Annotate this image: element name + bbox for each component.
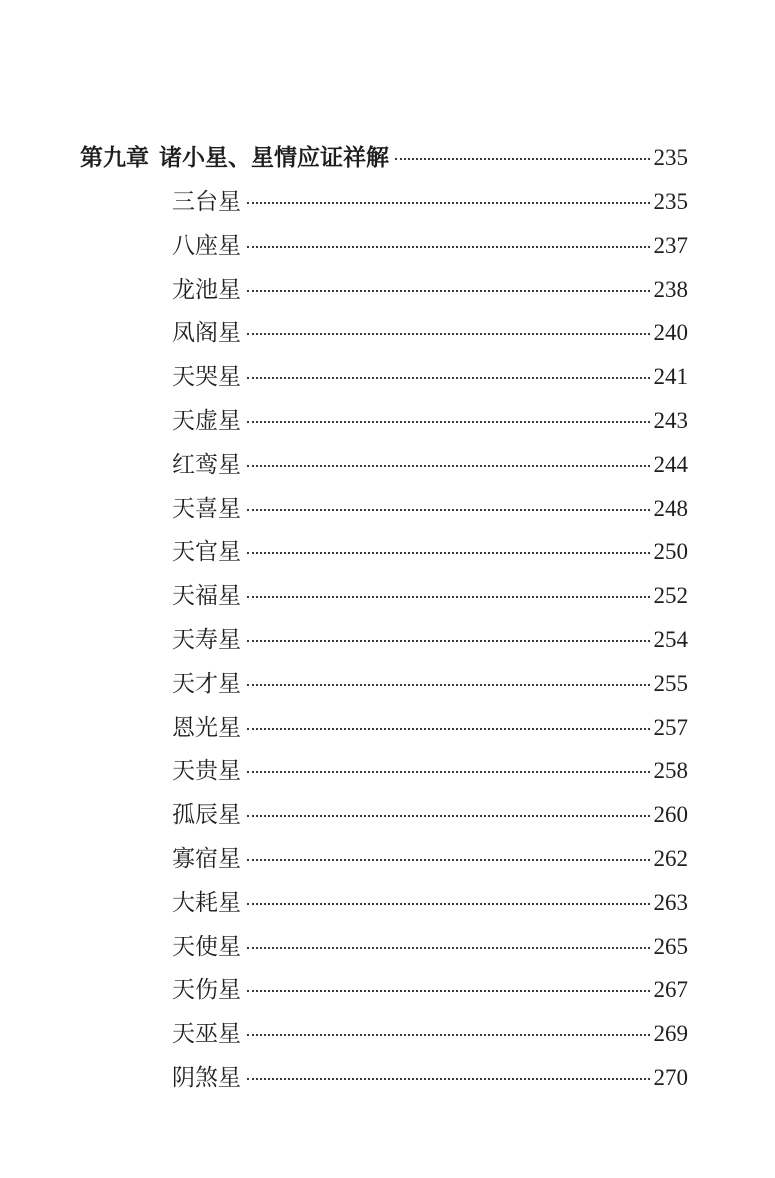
dot-leader <box>247 771 650 773</box>
dot-leader <box>247 202 650 204</box>
dot-leader <box>247 990 650 992</box>
dot-leader <box>247 596 650 598</box>
toc-entry-row[interactable] <box>172 399 688 443</box>
entry-title: 大耗星 <box>172 889 241 916</box>
entry-title: 天才星 <box>172 670 241 697</box>
dot-leader <box>247 947 650 949</box>
dot-leader <box>247 246 650 248</box>
entry-title: 天哭星 <box>172 364 241 391</box>
entry-page-number: 244 <box>653 451 688 477</box>
toc-entry-row[interactable] <box>172 224 688 268</box>
entry-title: 孤辰星 <box>172 802 241 829</box>
toc-entry-row[interactable] <box>172 881 688 925</box>
entry-title: 天官星 <box>172 539 241 566</box>
entry-page-number: 254 <box>653 627 688 652</box>
entry-page-number: 237 <box>653 232 688 258</box>
entry-page-number: 269 <box>653 1021 688 1047</box>
entry-page-number: 248 <box>653 495 688 521</box>
toc-entry-row[interactable] <box>172 793 688 837</box>
dot-leader <box>247 1034 650 1036</box>
dot-leader <box>247 333 650 335</box>
entry-title: 三台星 <box>172 189 241 215</box>
dot-leader <box>247 290 650 292</box>
toc-entry-row[interactable] <box>172 837 688 881</box>
entry-title: 天巫星 <box>172 1021 241 1048</box>
toc-entry-row[interactable] <box>172 1056 688 1100</box>
entry-title: 天虚星 <box>172 408 241 434</box>
dot-leader <box>247 903 650 905</box>
dot-leader <box>247 640 650 642</box>
dot-leader <box>247 465 650 467</box>
entry-page-number: 263 <box>653 889 688 915</box>
toc-entry-row[interactable] <box>172 268 688 312</box>
dot-leader <box>247 684 650 686</box>
entry-page-number: 260 <box>653 802 688 828</box>
dot-leader <box>247 859 650 861</box>
entry-title: 寡宿星 <box>172 846 241 872</box>
entry-title: 天福星 <box>172 583 241 610</box>
dot-leader <box>247 728 650 730</box>
entry-page-number: 252 <box>653 583 688 609</box>
entry-page-number: 265 <box>653 933 688 959</box>
toc-entry-row[interactable] <box>172 749 688 793</box>
entry-page-number: 240 <box>653 320 688 346</box>
toc-entry-row[interactable] <box>172 530 688 574</box>
entry-title: 恩光星 <box>172 714 241 741</box>
entry-page-number: 255 <box>653 670 688 696</box>
entry-page-number: 262 <box>653 846 688 871</box>
toc-entry-row[interactable] <box>172 443 688 487</box>
toc-entry-row[interactable] <box>172 662 688 706</box>
entry-page-number: 270 <box>653 1065 688 1090</box>
entry-title: 天喜星 <box>172 495 241 522</box>
entry-page-number: 243 <box>653 408 688 433</box>
entry-title: 八座星 <box>172 232 241 259</box>
entry-page-number: 267 <box>653 977 688 1003</box>
chapter-label: 第九章 <box>80 145 149 171</box>
toc-entry-row[interactable] <box>172 1012 688 1056</box>
toc-entry-row[interactable] <box>172 618 688 662</box>
entry-title: 龙池星 <box>172 276 241 303</box>
entry-title: 阴煞星 <box>172 1065 241 1091</box>
toc-entry-row[interactable] <box>172 311 688 355</box>
entry-page-number: 238 <box>653 276 688 302</box>
dot-leader <box>247 377 650 379</box>
toc-entry-row[interactable] <box>172 487 688 531</box>
toc-entry-row[interactable] <box>172 968 688 1012</box>
dot-leader <box>395 158 650 160</box>
entry-title: 凤阁星 <box>172 320 241 347</box>
entry-title: 天寿星 <box>172 627 241 653</box>
dot-leader <box>247 552 650 554</box>
entry-title: 天伤星 <box>172 977 241 1004</box>
entry-title: 天使星 <box>172 933 241 960</box>
chapter-page-number: 235 <box>653 145 688 170</box>
entry-title: 红鸾星 <box>172 451 241 478</box>
toc-entry-row[interactable] <box>172 706 688 750</box>
chapter-title: 诸小星、星情应证祥解 <box>159 145 389 171</box>
toc-chapter-row[interactable] <box>80 136 688 180</box>
dot-leader <box>247 421 650 423</box>
entry-page-number: 257 <box>653 714 688 740</box>
dot-leader <box>247 509 650 511</box>
toc-entry-row[interactable] <box>172 355 688 399</box>
entry-page-number: 250 <box>653 539 688 565</box>
entry-title: 天贵星 <box>172 758 241 785</box>
toc-entry-row[interactable] <box>172 574 688 618</box>
entry-page-number: 241 <box>653 364 688 390</box>
toc-entry-row[interactable] <box>172 925 688 969</box>
dot-leader <box>247 815 650 817</box>
toc-entry-row[interactable] <box>172 180 688 224</box>
dot-leader <box>247 1078 650 1080</box>
entry-page-number: 258 <box>653 758 688 784</box>
entry-page-number: 235 <box>653 189 688 214</box>
